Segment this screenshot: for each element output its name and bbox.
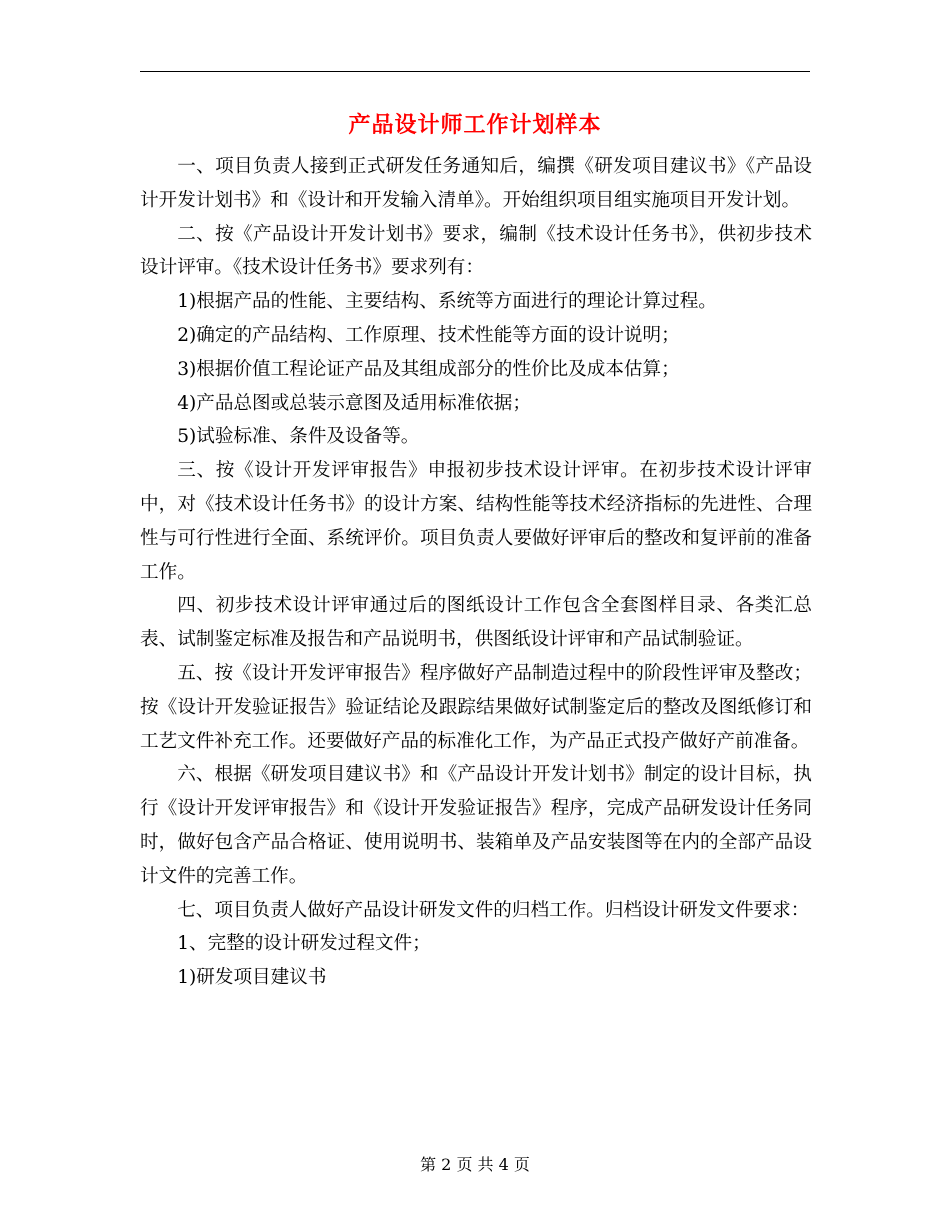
page-number-footer: 第 2 页 共 4 页 [420,1155,530,1174]
list-item: 2)确定的产品结构、工作原理、技术性能等方面的设计说明； [177,324,680,346]
paragraph: 六、根据《研发项目建议书》和《产品设计开发计划书》制定的设计目标，执行《设计开发评审报告》和《设计开发验证报告》程序，完成产品研发设计任务同时，做好包含产品合格证、使用说明书、装箱单及产品安装图等在内的全部产品设计文件的完善工作。 [140,764,812,887]
paragraph: 五、按《设计开发评审报告》程序做好产品制造过程中的阶段性评审及整改；按《设计开发验证报告》验证结论及跟踪结果做好试制鉴定后的整改及图纸修订和工艺文件补充工作。还要做好产品的标准化工作，为产品正式投产做好产前准备。 [140,662,812,752]
paragraph: 三、按《设计开发评审报告》申报初步技术设计评审。在初步技术设计评审中，对《技术设计任务书》的设计方案、结构性能等技术经济指标的先进性、合理性与可行性进行全面、系统评价。项目负责人要做好评审后的整改和复评前的准备工作。 [140,460,812,583]
list-item: 4)产品总图或总装示意图及适用标准依据； [177,392,531,414]
document-body [140,150,812,995]
list-item: 1、完整的设计研发过程文件； [177,933,431,955]
header-rule [140,71,810,72]
list-item: 1)研发项目建议书 [177,967,327,989]
paragraph: 一、项目负责人接到正式研发任务通知后，编撰《研发项目建议书》《产品设计开发计划书》和《设计和开发输入清单》。开始组织项目组实施项目开发计划。 [140,156,812,211]
paragraph: 四、初步技术设计评审通过后的图纸设计工作包含全套图样目录、各类汇总表、试制鉴定标准及报告和产品说明书，供图纸设计评审和产品试制验证。 [140,595,812,651]
list-item: 1)根据产品的性能、主要结构、系统等方面进行的理论计算过程。 [177,291,717,313]
list-item: 5)试验标准、条件及设备等。 [177,426,420,448]
paragraph: 七、项目负责人做好产品设计研发文件的归档工作。归档设计研发文件要求： [177,899,810,921]
paragraph: 二、按《产品设计开发计划书》要求，编制《技术设计任务书》，供初步技术设计评审。《技术设计任务书》要求列有： [140,223,812,279]
document-title: 产品设计师工作计划样本 [348,112,602,138]
list-item: 3)根据价值工程论证产品及其组成部分的性价比及成本估算； [177,358,680,380]
